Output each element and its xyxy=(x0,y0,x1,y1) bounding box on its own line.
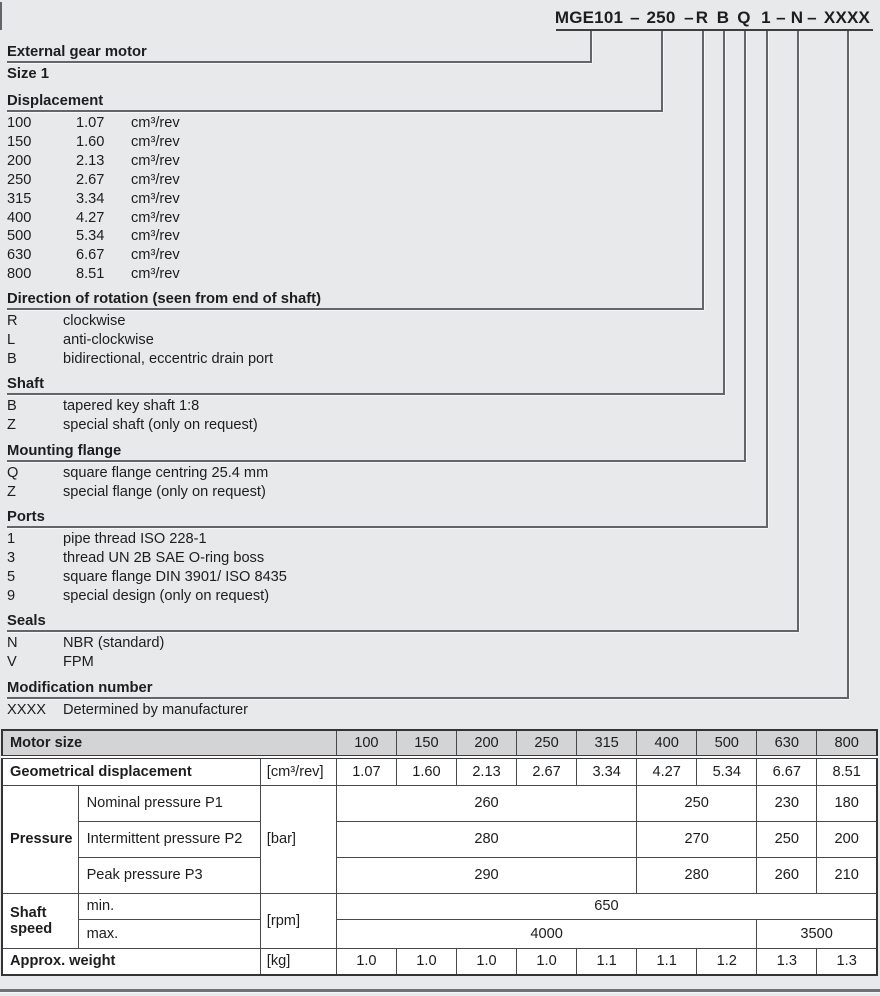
table-row-pressure-p3 xyxy=(2,857,877,893)
weight-value: 1.0 xyxy=(517,948,577,975)
displacement-value: 2.13 xyxy=(456,757,516,785)
page-bottom-rule xyxy=(0,989,880,992)
motor-size-label: Motor size xyxy=(2,730,336,757)
code: 1 xyxy=(7,531,16,547)
table-row-speed-min xyxy=(2,893,877,919)
code: 150 xyxy=(7,133,32,150)
shaft-speed-label: Shaft speed xyxy=(2,893,78,948)
p3-value: 210 xyxy=(817,857,877,893)
seals-rows xyxy=(7,632,799,672)
code: 315 xyxy=(7,190,32,207)
description: thread UN 2B SAE O-ring boss xyxy=(63,549,265,566)
model-code-dash: – xyxy=(776,8,786,27)
displacement-value: 2.67 xyxy=(517,757,577,785)
description: tapered key shaft 1:8 xyxy=(63,398,200,414)
value: 6.67 xyxy=(76,247,105,264)
description: bidirectional, eccentric drain port xyxy=(63,350,274,367)
speed-unit: [rpm] xyxy=(260,893,336,948)
displacement-unit: [cm³/rev] xyxy=(260,757,336,785)
code-row xyxy=(7,568,768,587)
unit: cm³/rev xyxy=(131,133,180,150)
p2-value: 280 xyxy=(336,821,636,857)
p1-label: Nominal pressure P1 xyxy=(78,785,260,821)
p3-value: 280 xyxy=(637,857,757,893)
value: 2.67 xyxy=(76,171,105,188)
unit: cm³/rev xyxy=(131,115,180,131)
code: B xyxy=(7,398,17,414)
connector-line-modification xyxy=(847,31,849,698)
code-row xyxy=(7,587,768,606)
model-code-token: MGE101 xyxy=(554,8,624,27)
code: 3 xyxy=(7,549,16,566)
value: 8.51 xyxy=(76,266,105,283)
unit: cm³/rev xyxy=(131,190,180,207)
section-heading: Direction of rotation (seen from end of shaft) xyxy=(7,292,704,310)
section-heading: Seals xyxy=(7,614,799,632)
size-header: 200 xyxy=(456,730,516,757)
speed-min-label: min. xyxy=(78,893,260,919)
displacement-rows xyxy=(7,112,663,284)
section-heading: Shaft xyxy=(7,377,725,395)
code-row xyxy=(7,350,704,369)
model-code-token: XXXX xyxy=(823,8,871,27)
description: special shaft (only on request) xyxy=(63,416,258,433)
code: 400 xyxy=(7,209,32,226)
size-header: 250 xyxy=(517,730,577,757)
modification-rows xyxy=(7,699,849,720)
unit: cm³/rev xyxy=(131,266,180,283)
connector-line-flange xyxy=(744,31,746,461)
weight-value: 1.3 xyxy=(757,948,817,975)
code-row xyxy=(7,653,799,672)
code: L xyxy=(7,331,16,348)
description: Determined by manufacturer xyxy=(63,702,248,718)
code-row xyxy=(7,634,799,653)
connector-line-ports xyxy=(766,31,768,527)
page-edge-tick xyxy=(0,2,2,30)
unit: cm³/rev xyxy=(131,209,180,226)
weight-label: Approx. weight xyxy=(2,948,260,975)
model-code-token: B xyxy=(716,8,730,27)
weight-value: 1.1 xyxy=(577,948,637,975)
displacement-row xyxy=(7,133,663,152)
unit: cm³/rev xyxy=(131,228,180,245)
code: Q xyxy=(7,465,19,481)
section-modification xyxy=(7,681,849,720)
section-ports xyxy=(7,510,768,606)
model-code-token: 1 xyxy=(761,8,771,27)
unit: cm³/rev xyxy=(131,247,180,264)
section-heading: Modification number xyxy=(7,681,849,699)
displacement-row xyxy=(7,227,663,246)
code: 250 xyxy=(7,171,32,188)
section-shaft xyxy=(7,377,725,435)
code-row xyxy=(7,416,725,435)
size-header: 315 xyxy=(577,730,637,757)
displacement-row xyxy=(7,209,663,228)
displacement-value: 5.34 xyxy=(697,757,757,785)
weight-value: 1.1 xyxy=(637,948,697,975)
flange-rows xyxy=(7,462,746,502)
p3-value: 260 xyxy=(757,857,817,893)
unit: cm³/rev xyxy=(131,171,180,188)
code: B xyxy=(7,350,17,367)
model-code-token: N xyxy=(790,8,804,27)
table-row-weight xyxy=(2,948,877,975)
description: pipe thread ISO 228-1 xyxy=(63,531,207,547)
size-header: 800 xyxy=(817,730,877,757)
value: 5.34 xyxy=(76,228,105,245)
model-code-token: 250 xyxy=(646,8,676,27)
model-code-underline xyxy=(556,29,873,31)
spec-table xyxy=(1,729,878,976)
description: special design (only on request) xyxy=(63,587,270,604)
p1-value: 180 xyxy=(817,785,877,821)
description: square flange DIN 3901/ ISO 8435 xyxy=(63,568,287,585)
table-row-speed-max xyxy=(2,919,877,948)
code-row xyxy=(7,464,746,483)
code: Z xyxy=(7,416,16,433)
code: 5 xyxy=(7,568,16,585)
section-displacement xyxy=(7,94,663,284)
code: 630 xyxy=(7,247,32,264)
ports-rows xyxy=(7,528,768,606)
code: N xyxy=(7,635,18,651)
table-row-pressure-p1 xyxy=(2,785,877,821)
section-flange xyxy=(7,444,746,502)
value: 1.07 xyxy=(76,115,105,131)
code-row xyxy=(7,530,768,549)
code: 9 xyxy=(7,587,16,604)
section-subheading: Size 1 xyxy=(7,66,49,82)
value: 4.27 xyxy=(76,209,105,226)
code-row xyxy=(7,701,849,720)
weight-unit: [kg] xyxy=(260,948,336,975)
code: 500 xyxy=(7,228,32,245)
code: XXXX xyxy=(7,702,46,718)
code: Z xyxy=(7,483,16,500)
value: 3.34 xyxy=(76,190,105,207)
code-row xyxy=(7,397,725,416)
model-code-dash: – xyxy=(684,8,694,27)
table-row-pressure-p2 xyxy=(2,821,877,857)
speed-max-value: 4000 xyxy=(336,919,756,948)
displacement-row xyxy=(7,171,663,190)
code: 200 xyxy=(7,152,32,169)
value: 1.60 xyxy=(76,133,105,150)
description: square flange centring 25.4 mm xyxy=(63,465,269,481)
section-heading: External gear motor xyxy=(7,45,592,63)
code-row xyxy=(7,312,704,331)
description: NBR (standard) xyxy=(63,635,165,651)
value: 2.13 xyxy=(76,152,105,169)
size-header: 400 xyxy=(637,730,697,757)
model-code-token: Q xyxy=(737,8,751,27)
size-header: 100 xyxy=(336,730,396,757)
size-header: 150 xyxy=(396,730,456,757)
code-row xyxy=(7,331,704,350)
displacement-row xyxy=(7,152,663,171)
p2-value: 200 xyxy=(817,821,877,857)
section-motor xyxy=(7,45,592,83)
weight-value: 1.0 xyxy=(396,948,456,975)
description: clockwise xyxy=(63,313,126,329)
displacement-value: 3.34 xyxy=(577,757,637,785)
pressure-label: Pressure xyxy=(2,785,78,893)
code: 100 xyxy=(7,115,32,131)
shaft-rows xyxy=(7,395,725,435)
weight-value: 1.3 xyxy=(817,948,877,975)
p1-value: 250 xyxy=(637,785,757,821)
displacement-row xyxy=(7,246,663,265)
p1-value: 230 xyxy=(757,785,817,821)
size-header: 500 xyxy=(697,730,757,757)
section-heading: Ports xyxy=(7,510,768,528)
section-heading: Mounting flange xyxy=(7,444,746,462)
weight-value: 1.2 xyxy=(697,948,757,975)
speed-max-label: max. xyxy=(78,919,260,948)
displacement-value: 1.07 xyxy=(336,757,396,785)
table-row-motor-size xyxy=(2,730,877,757)
rotation-rows xyxy=(7,310,704,369)
connector-line-seals xyxy=(797,31,799,631)
pressure-unit: [bar] xyxy=(260,785,336,893)
displacement-row xyxy=(7,114,663,133)
code-row xyxy=(7,549,768,568)
section-heading: Displacement xyxy=(7,94,663,112)
displacement-row xyxy=(7,265,663,284)
code: R xyxy=(7,313,18,329)
p3-label: Peak pressure P3 xyxy=(78,857,260,893)
unit: cm³/rev xyxy=(131,152,180,169)
displacement-label: Geometrical displacement xyxy=(2,757,260,785)
p3-value: 290 xyxy=(336,857,636,893)
displacement-value: 6.67 xyxy=(757,757,817,785)
description: special flange (only on request) xyxy=(63,483,266,500)
p2-label: Intermittent pressure P2 xyxy=(78,821,260,857)
table-row-displacement xyxy=(2,757,877,785)
weight-value: 1.0 xyxy=(456,948,516,975)
connector-line-rotation xyxy=(702,31,704,309)
section-rotation xyxy=(7,292,704,369)
model-code-dash: – xyxy=(807,8,817,27)
size-header: 630 xyxy=(757,730,817,757)
section-seals xyxy=(7,614,799,672)
speed-min-value: 650 xyxy=(336,893,877,919)
model-code-dash: – xyxy=(630,8,640,27)
connector-line-shaft xyxy=(723,31,725,394)
description: anti-clockwise xyxy=(63,331,154,348)
displacement-value: 4.27 xyxy=(637,757,697,785)
displacement-value: 1.60 xyxy=(396,757,456,785)
code: 800 xyxy=(7,266,32,283)
p2-value: 250 xyxy=(757,821,817,857)
displacement-value: 8.51 xyxy=(817,757,877,785)
code: V xyxy=(7,653,17,670)
displacement-row xyxy=(7,190,663,209)
p2-value: 270 xyxy=(637,821,757,857)
p1-value: 260 xyxy=(336,785,636,821)
speed-max-value: 3500 xyxy=(757,919,877,948)
weight-value: 1.0 xyxy=(336,948,396,975)
description: FPM xyxy=(63,653,94,670)
code-row xyxy=(7,483,746,502)
model-code-token: R xyxy=(695,8,709,27)
